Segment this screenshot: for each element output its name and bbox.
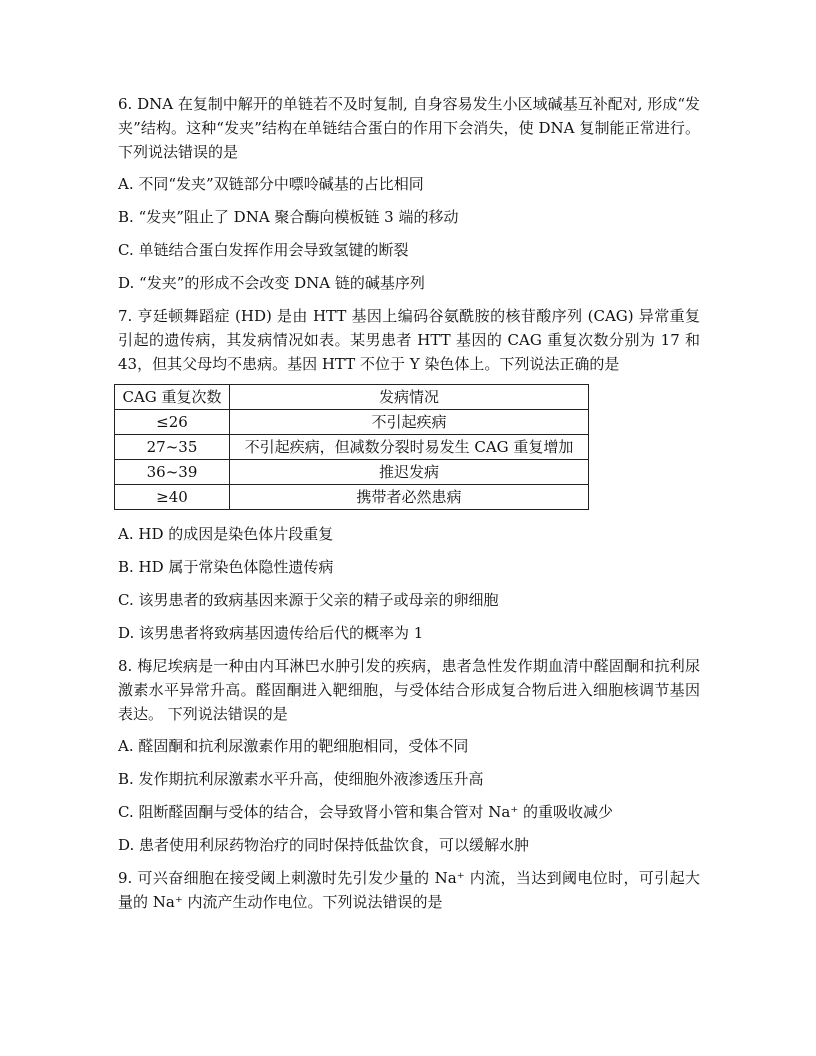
- table-header-row: [115, 385, 589, 410]
- question-7-option-c: C. 该男患者的致病基因来源于父亲的精子或母亲的卵细胞: [118, 591, 499, 609]
- question-6-option-d: D. “发夹”的形成不会改变 DNA 链的碱基序列: [118, 274, 425, 292]
- question-9-stem: 9. 可兴奋细胞在接受阈上刺激时先引发少量的 Na⁺ 内流，当达到阈电位时，可引起大量的 Na⁺ 内流产生动作电位。下列说法错误的是: [118, 869, 700, 911]
- table-row: [115, 460, 589, 485]
- table-header-cell: CAG 重复次数: [115, 385, 230, 410]
- table-header-cell: 发病情况: [230, 385, 589, 410]
- question-8-stem: 8. 梅尼埃病是一种由内耳淋巴水肿引发的疾病，患者急性发作期血清中醛固酮和抗利尿激素水平异常升高。醛固酮进入靶细胞，与受体结合形成复合物后进入细胞核调节基因表达。 下列说法错误的是: [118, 657, 700, 723]
- table-cell: ≤26: [115, 410, 230, 435]
- question-6-stem: 6. DNA 在复制中解开的单链若不及时复制, 自身容易发生小区域碱基互补配对, 形成“发夹”结构。这种“发夹”结构在单链结合蛋白的作用下会消失，使 DNA 复制能正常进行。下列说法错误的是: [118, 95, 700, 161]
- table-cell: 不引起疾病，但减数分裂时易发生 CAG 重复增加: [230, 435, 589, 460]
- question-8-option-d: D. 患者使用利尿药物治疗的同时保持低盐饮食，可以缓解水肿: [118, 836, 530, 854]
- question-8-option-b: B. 发作期抗利尿激素水平升高，使细胞外液渗透压升高: [118, 770, 484, 788]
- question-7-option-d: D. 该男患者将致病基因遗传给后代的概率为 1: [118, 624, 424, 642]
- table-cell: 27~35: [115, 435, 230, 460]
- table-cell: 携带者必然患病: [230, 485, 589, 510]
- table-cell: ≥40: [115, 485, 230, 510]
- question-8-option-c: C. 阻断醛固酮与受体的结合，会导致肾小管和集合管对 Na⁺ 的重吸收减少: [118, 803, 614, 821]
- question-8-option-a: A. 醛固酮和抗利尿激素作用的靶细胞相同，受体不同: [118, 737, 469, 755]
- exam-page: [118, 92, 700, 922]
- question-7-option-b: B. HD 属于常染色体隐性遗传病: [118, 558, 334, 576]
- question-6-option-c: C. 单链结合蛋白发挥作用会导致氢键的断裂: [118, 241, 409, 259]
- table-row: [115, 485, 589, 510]
- question-6-option-a: A. 不同“发夹”双链部分中嘌呤碱基的占比相同: [118, 175, 424, 193]
- table-row: [115, 410, 589, 435]
- table-cell: 36~39: [115, 460, 230, 485]
- table-cell: 推迟发病: [230, 460, 589, 485]
- question-7-stem: 7. 亨廷顿舞蹈症 (HD) 是由 HTT 基因上编码谷氨酰胺的核苷酸序列 (CAG) 异常重复引起的遗传病，其发病情况如表。某男患者 HTT 基因的 CAG 重复次数分别为 17 和 43，但其父母均不患病。基因 HTT 不位于 Y 染色体上。下列说法正确的是: [118, 307, 700, 373]
- question-6-option-b: B. “发夹”阻止了 DNA 聚合酶向模板链 3 端的移动: [118, 208, 459, 226]
- table-cell: 不引起疾病: [230, 410, 589, 435]
- cag-repeat-table: [114, 384, 589, 510]
- question-7-option-a: A. HD 的成因是染色体片段重复: [118, 525, 334, 543]
- table-row: [115, 435, 589, 460]
